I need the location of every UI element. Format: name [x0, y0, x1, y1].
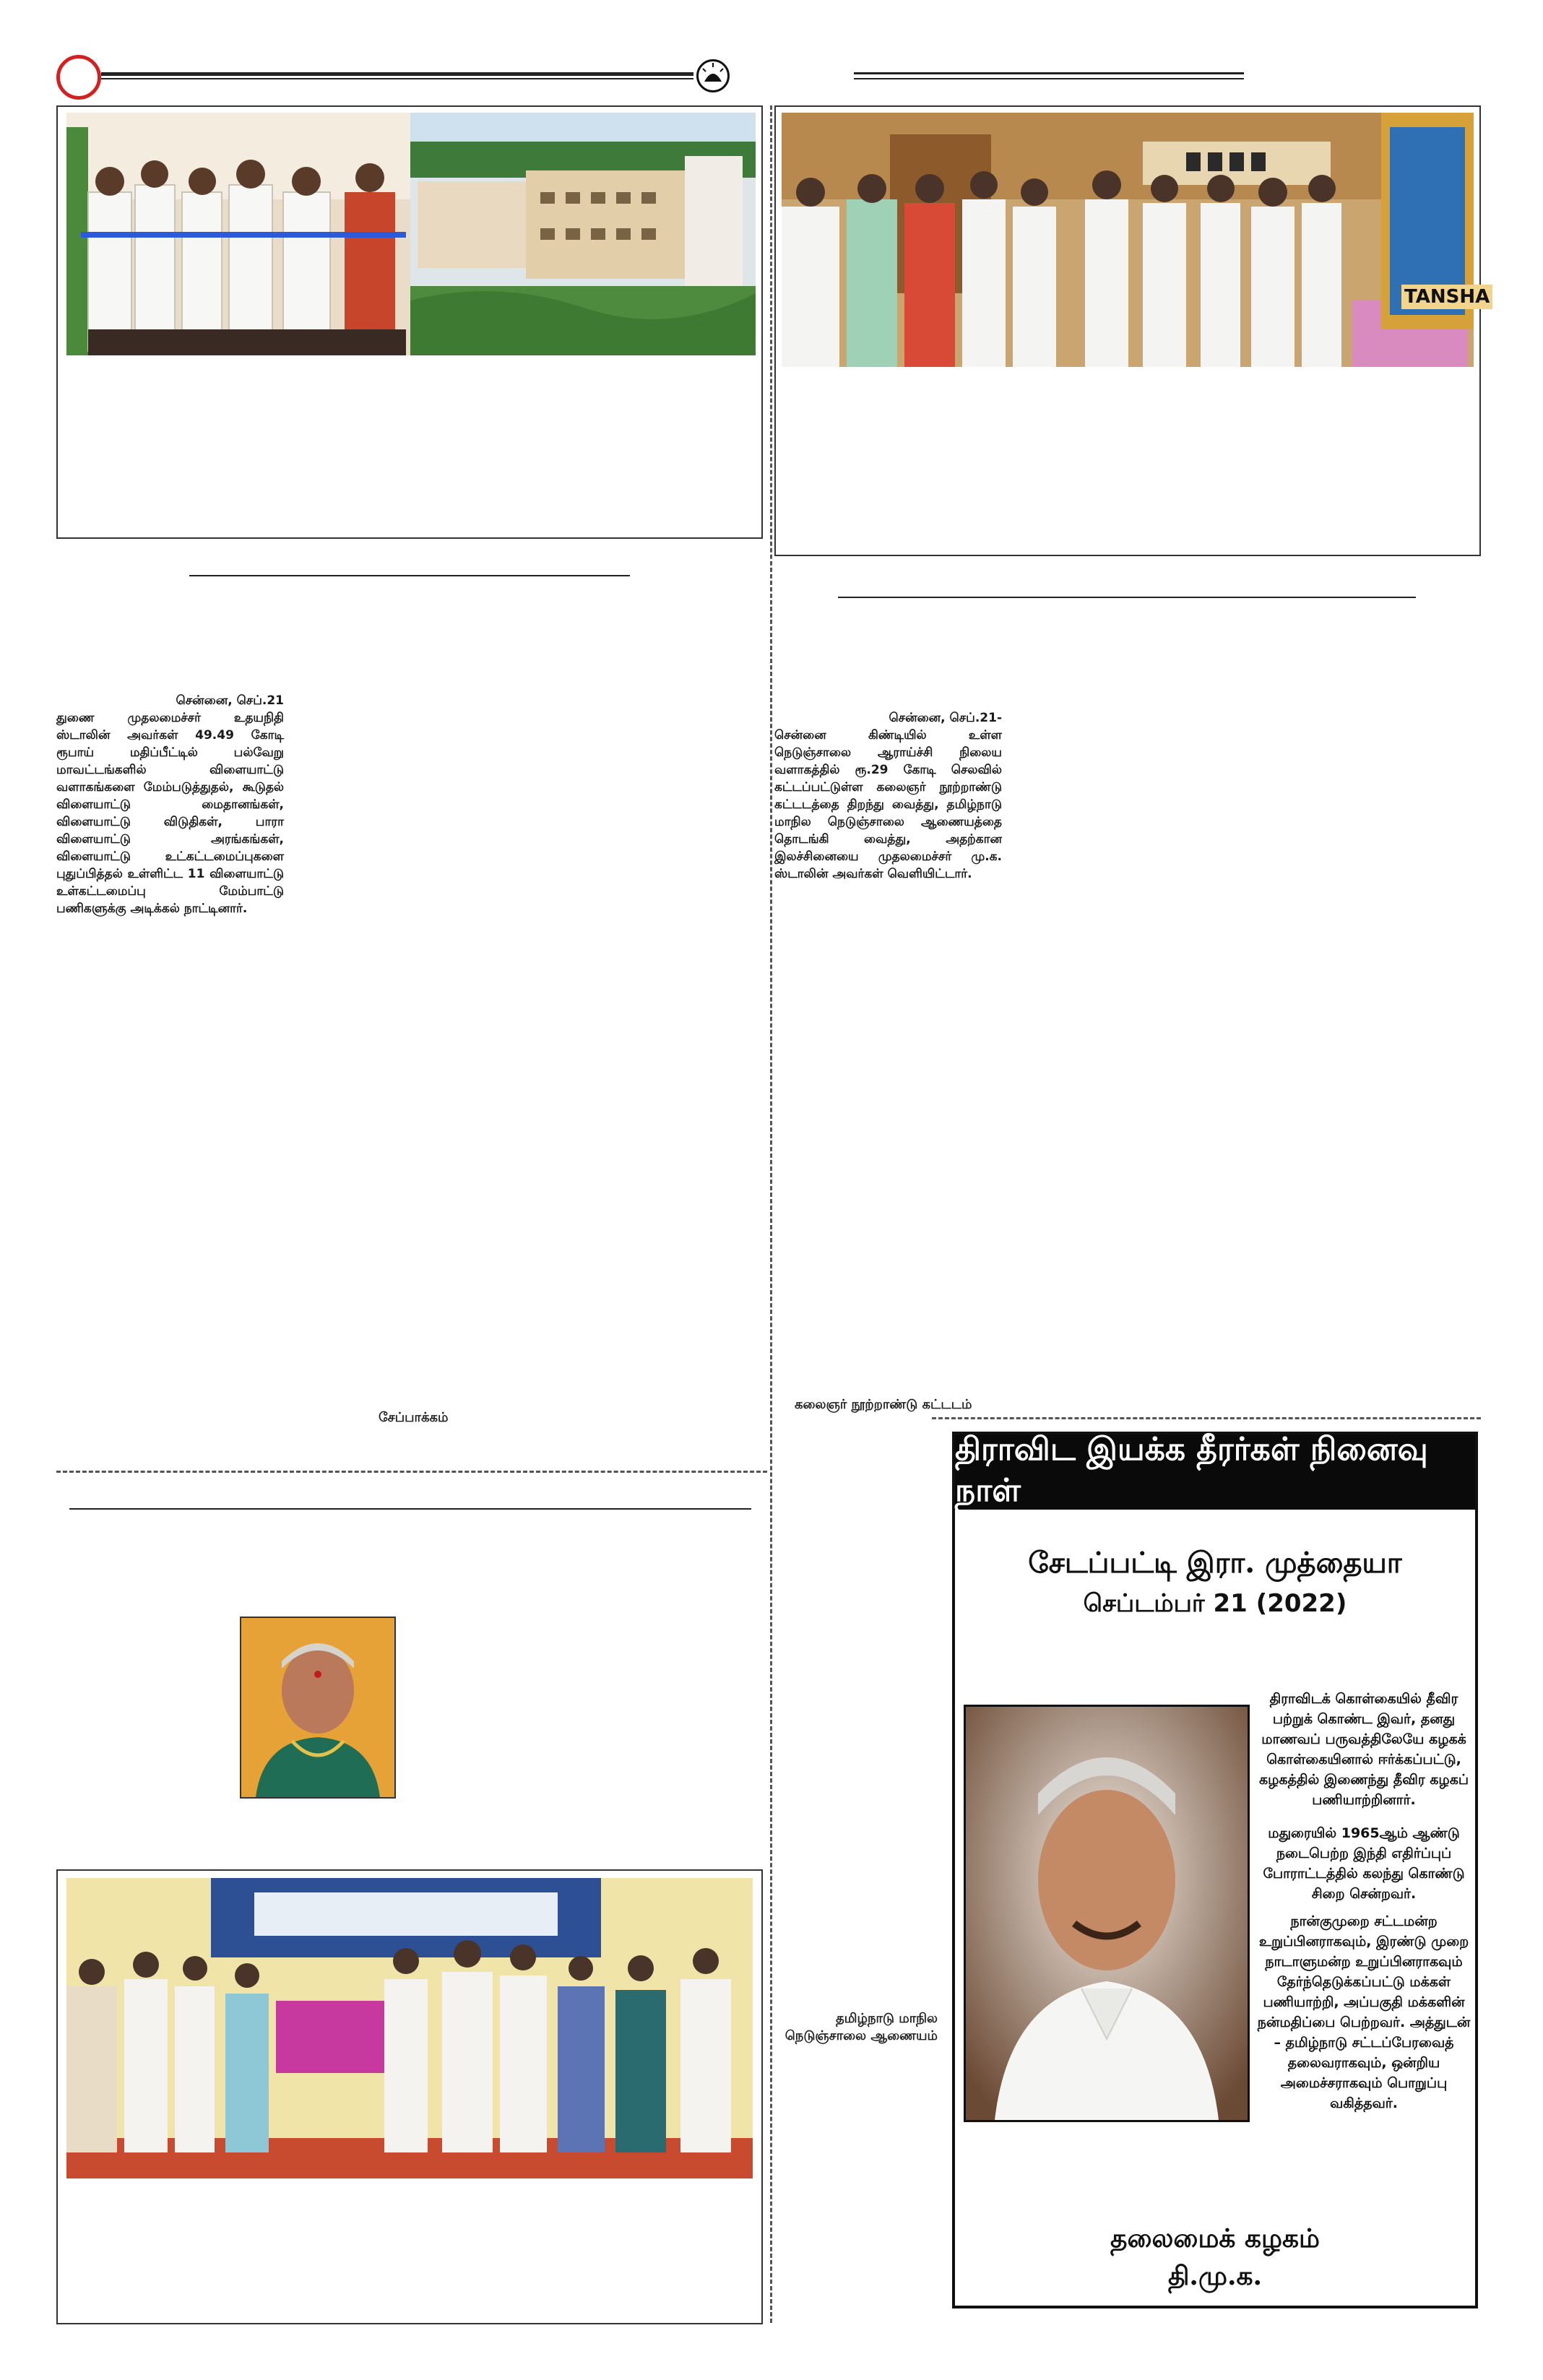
- memorial-footer-line1: தலைமைக் கழகம்: [1110, 2223, 1320, 2254]
- story1-bottom-separator: [56, 1471, 767, 1473]
- story3-award-event-photo: [66, 1878, 753, 2178]
- story1-photo-caption: சேப்பாக்கம்: [379, 1410, 449, 1425]
- memorial-footer-line2: தி.மு.க.: [1167, 2261, 1263, 2291]
- rising-sun-emblem-icon: [696, 59, 730, 92]
- party-logo-circle-icon: [56, 55, 101, 100]
- story3-headline-rule: [69, 1508, 751, 1510]
- memorial-header: திராவிட இயக்க தீரர்கள் நினைவு நாள்: [955, 1435, 1475, 1510]
- memorial-ad-box: [952, 1432, 1478, 2308]
- tansha-sign-text: TANSHA: [1401, 285, 1492, 309]
- story1-headline-rule: [189, 575, 630, 576]
- column-separator: [770, 105, 772, 2323]
- story2-caption-authority-line2: நெடுஞ்சாலை ஆணையம்: [785, 2028, 938, 2043]
- story2-body-text: சென்னை கிண்டியில் உள்ள நெடுஞ்சாலை ஆராய்ச்சி நிலைய வளாகத்தில் ரூ.29 கோடி செலவில் கட்டப்பட்டுள்ள கலைஞர் நூற்றாண்டு கட்டடத்தை திறந்து வைத்து, தமிழ்நாடு மாநில நெடுஞ்சாலை ஆணையத்தை தொடங்கி வைத்து, அதற்கான இலச்சினையை முதலமைச்சர் மு.க. ஸ்டாலின் அவர்கள் வெளியிட்டார்.: [774, 728, 1002, 881]
- memorial-paragraph-1: திராவிடக் கொள்கையில் தீவிர பற்றுக் கொண்ட இவர், தனது மாணவப் பருவத்திலேயே கழகக் கொள்கையினால் ஈர்க்கப்பட்டு, கழகத்தில் இணைந்து தீவிர கழகப் பணியாற்றினார்.: [1258, 1691, 1469, 1808]
- memorial-date: செப்டம்பர் 21 (2022): [1083, 1589, 1347, 1618]
- memorial-paragraph-2: மதுரையில் 1965ஆம் ஆண்டு நடைபெற்ற இந்தி எதிர்ப்புப் போராட்டத்தில் கலந்து கொண்டு சிறை சென்றவர்.: [1263, 1825, 1465, 1902]
- header-rule-right: [854, 72, 1244, 74]
- header-rule-left-thin: [101, 78, 693, 79]
- story1-dateline: சென்னை, செப்.21: [176, 693, 284, 708]
- header-rule-right-thin: [854, 78, 1244, 79]
- story2-office-inauguration-photo: [782, 113, 1490, 367]
- story2-caption-authority-line1: தமிழ்நாடு மாநில: [836, 2011, 938, 2026]
- story1-building-photo: [410, 113, 756, 355]
- story1-ribbon-cutting-photo: [66, 113, 410, 355]
- memorial-portrait: [964, 1705, 1250, 2122]
- memorial-paragraph-3: நான்குமுறை சட்டமன்ற உறுப்பினராகவும், இரண்டு முறை நாடாளுமன்ற உறுப்பினராகவும் தேர்ந்தெடுக்கப்பட்டு மக்கள் பணியாற்றி, அப்பகுதி மக்களின் நன்மதிப்பை பெற்றவர். அத்துடன் – தமிழ்நாடு சட்டப்பேரவைத் தலைவராகவும், ஒன்றிய அமைச்சராகவும் பொறுப்பு வகித்தவர்.: [1257, 1913, 1471, 2111]
- story2-caption-building: கலைஞர் நூற்றாண்டு கட்டடம்: [795, 1397, 972, 1412]
- memorial-name: சேடப்பட்டி இரா. முத்தையா: [1028, 1546, 1402, 1580]
- memorial-top-separator: [932, 1417, 1481, 1419]
- story2-dateline: சென்னை, செப்.21-: [889, 711, 1002, 725]
- story2-headline-rule: [838, 597, 1416, 598]
- story1-body-text: துணை முதலமைச்சர் உதயநிதி ஸ்டாலின் அவர்கள் 49.49 கோடி ரூபாய் மதிப்பீட்டில் பல்வேறு மாவட்டங்களில் விளையாட்டு வளாகங்களை மேம்படுத்துதல், கூடுதல் விளையாட்டு மைதானங்கள், விளையாட்டு விடுதிகள், பாரா விளையாட்டு அரங்கங்கள், விளையாட்டு உட்கட்டமைப்புகளை புதுப்பித்தல் உள்ளிட்ட 11 விளையாட்டு உள்கட்டமைப்பு மேம்பாட்டு பணிகளுக்கு அடிக்கல் நாட்டினார்.: [56, 711, 284, 916]
- story3-portrait-photo: [240, 1617, 396, 1799]
- header-rule-left: [101, 72, 693, 76]
